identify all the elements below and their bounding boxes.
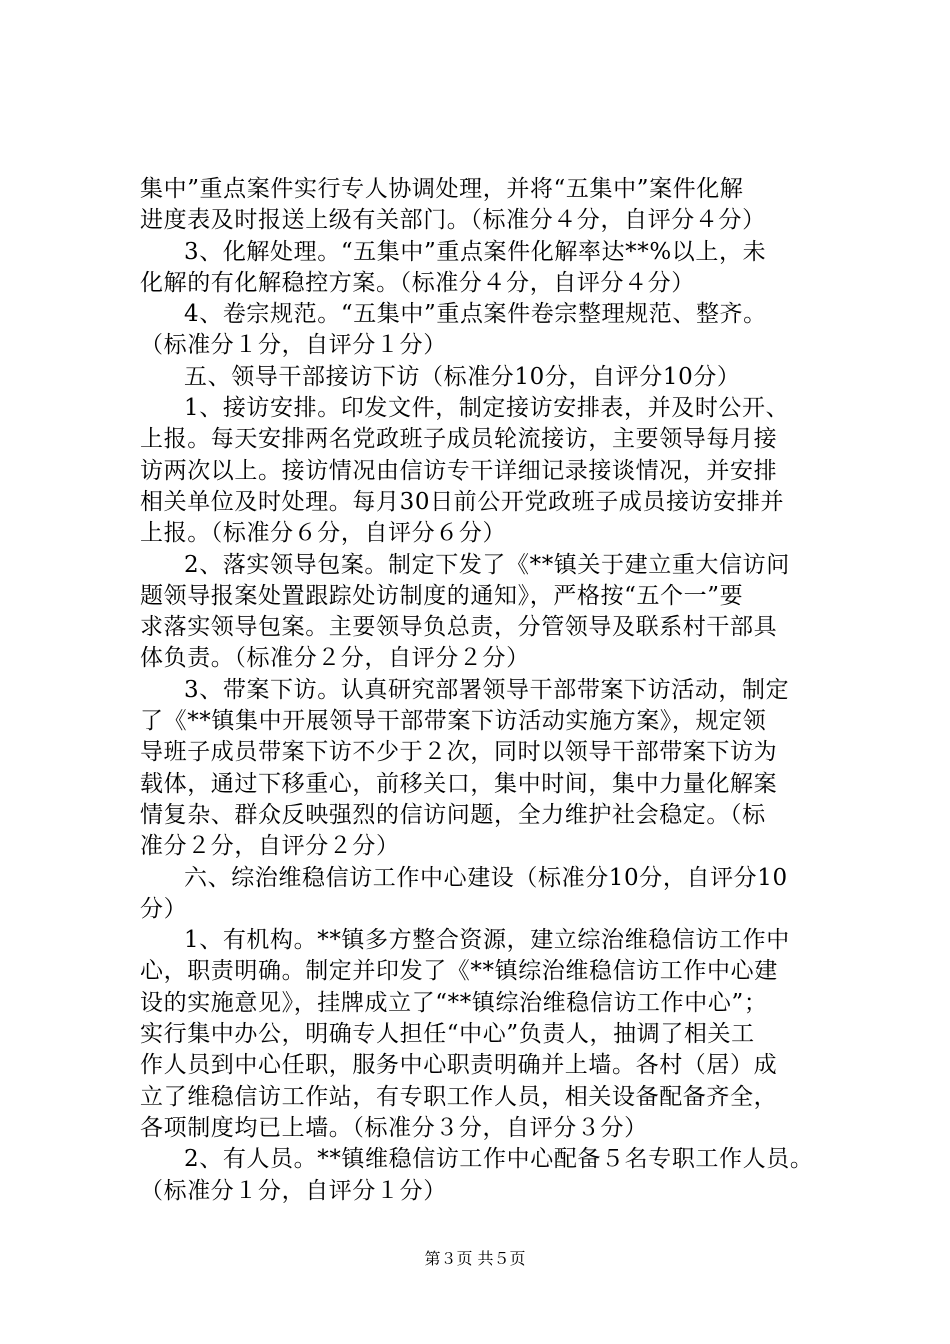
text-line: 3、化解处理。“五集中”重点案件化解率达**%以上，未 [184,238,767,265]
text-line: 作人员到中心任职，服务中心职责明确并上墙。各村（居）成 [140,1052,778,1079]
text-line: 六、综治维稳信访工作中心建设（标准分10分，自评分10 [184,864,788,891]
text-line: 相关单位及时处理。每月30日前公开党政班子成员接访安排并 [140,488,785,515]
text-line: 化解的有化解稳控方案。（标准分４分，自评分４分） [140,269,695,296]
text-line: （标准分１分，自评分１分） [140,332,447,359]
text-line: 了《**镇集中开展领导干部带案下访活动实施方案》，规定领 [140,708,767,735]
text-line: 上报。（标准分６分，自评分６分） [140,520,507,547]
text-line: 集中”重点案件实行专人协调处理，并将“五集中”案件化解 [140,176,744,202]
document-body [140,174,840,1207]
text-line: 设的实施意见》，挂牌成立了“**镇综治维稳信访工作中心”； [140,989,768,1016]
text-line: 上报。每天安排两名党政班子成员轮流接访，主要领导每月接 [140,426,778,453]
text-line: （标准分１分，自评分１分） [140,1177,447,1204]
text-line: 导班子成员带案下访不少于２次，同时以领导干部带案下访为 [140,739,778,766]
text-line: 分） [140,895,188,922]
text-line: 准分２分，自评分２分） [140,833,400,860]
text-line: 2、落实领导包案。制定下发了《**镇关于建立重大信访问 [184,551,790,578]
text-line: 2、有人员。**镇维稳信访工作中心配备５名专职工作人员。 [184,1146,814,1173]
text-line: 立了维稳信访工作站，有专职工作人员，相关设备配备齐全， [140,1083,778,1110]
text-line: 情复杂、群众反映强烈的信访问题，全力维护社会稳定。（标 [140,801,766,828]
text-line: 3、带案下访。认真研究部署领导干部带案下访活动，制定 [184,676,790,703]
text-line: 载体，通过下移重心，前移关口，集中时间，集中力量化解案 [140,770,778,797]
text-line: 1、接访安排。印发文件，制定接访安排表，并及时公开、 [184,395,790,422]
text-line: 4、卷宗规范。“五集中”重点案件卷宗整理规范、整齐。 [184,301,767,328]
text-line: 进度表及时报送上级有关部门。（标准分４分，自评分４分） [140,207,766,234]
page-footer: 第３页 共５页 [424,1249,526,1268]
text-line: 五、领导干部接访下访（标准分10分，自评分10分） [184,363,741,390]
text-line: 1、有机构。**镇多方整合资源，建立综治维稳信访工作中 [184,927,790,954]
text-line: 体负责。（标准分２分，自评分２分） [140,645,530,672]
text-line: 题领导报案处置跟踪处访制度的通知》，严格按“五个一”要 [140,582,744,609]
text-line: 实行集中办公，明确专人担任“中心”负责人，抽调了相关工 [140,1021,755,1048]
text-line: 访两次以上。接访情况由信访专干详细记录接谈情况，并安排 [140,457,778,484]
text-line: 各项制度均已上墙。（标准分３分，自评分３分） [140,1114,648,1141]
text-line: 心，职责明确。制定并印发了《**镇综治维稳信访工作中心建 [140,958,778,985]
text-line: 求落实领导包案。主要领导负总责，分管领导及联系村干部具 [140,614,778,641]
